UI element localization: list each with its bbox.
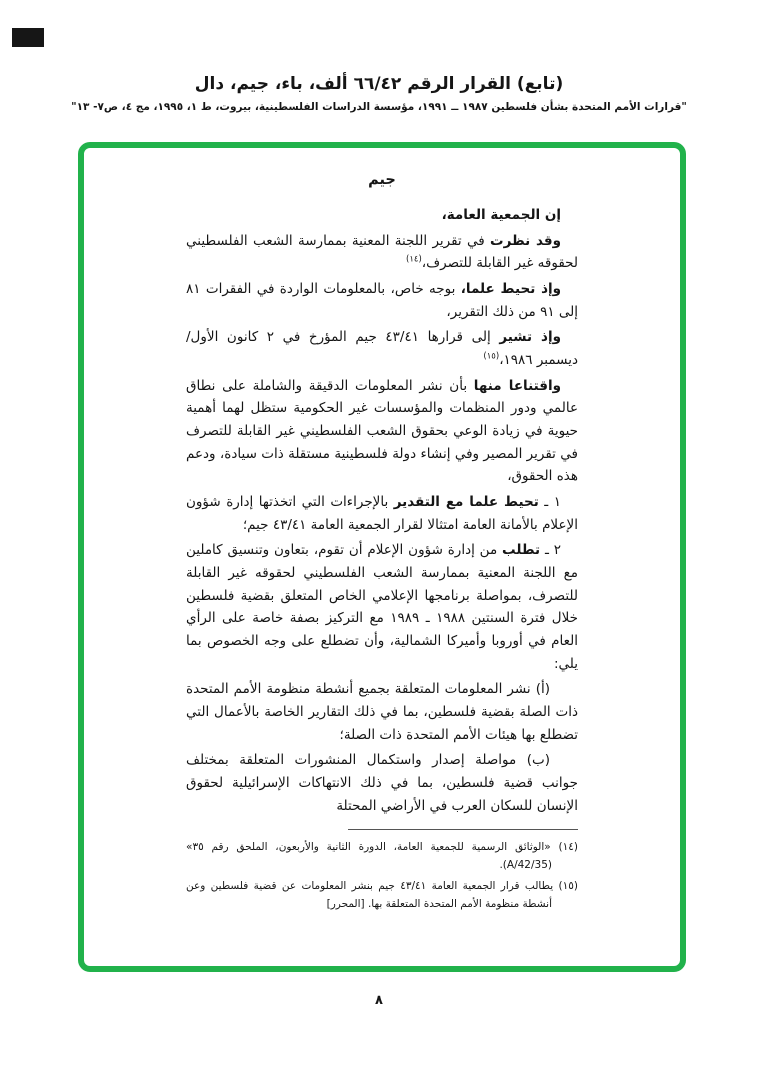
highlighted-document-box	[78, 142, 686, 972]
sub-item	[186, 749, 578, 817]
paragraph-lead: تطلب	[502, 542, 541, 559]
footnote-ref: (١٥)	[483, 351, 500, 362]
paragraph-text: بالإجراءات التي اتخذتها إدارة شؤون الإعلام بالأمانة العامة امتثالا لقرار الجمعية العامة ٤٣/٤١ جيم؛	[186, 494, 578, 533]
operative-paragraph	[186, 491, 578, 536]
paragraph-text: بوجه خاص، بالمعلومات الواردة في الفقرات ٨١ إلى ٩١ من ذلك التقرير،	[186, 281, 578, 320]
paragraph-lead: واقتناعا منها	[473, 377, 561, 394]
sub-item	[186, 678, 578, 746]
footnote	[186, 878, 578, 914]
preamble-paragraph	[186, 204, 578, 227]
paragraph-text: نشر المعلومات المتعلقة بجميع أنشطة منظومة الأمم المتحدة ذات الصلة بقضية فلسطين، بما في ذلك التقارير الخاصة بالأعمال التي تضطلع بها هيئات الأمم المتحدة ذات الصلة؛	[186, 681, 578, 743]
paragraph-text: إلى قرارها ٤٣/٤١ جيم المؤرخ في ٢ كانون الأول/ ديسمبر ١٩٨٦،	[186, 329, 578, 369]
footnote-ref: (١٤)	[405, 254, 422, 265]
paragraph-text: بأن نشر المعلومات الدقيقة والشاملة على نطاق عالمي ودور المنظمات والمؤسسات غير الحكومية ستظل لهما أهمية حيوية في زيادة الوعي بحقوق الشعب الفلسطيني غير القابلة للتصرف في تقرير المصير وفي إنشاء دولة فلسطينية مستقلة ذات سيادة، ودعم هذه الحقوق،	[186, 377, 578, 485]
paragraph-text: من إدارة شؤون الإعلام أن تقوم، بتعاون وتنسيق كاملين مع اللجنة المعنية بممارسة الشعب الفلسطيني لحقوقه غير القابلة للتصرف، بمواصلة برنامجها الإعلامي الخاص المتعلق بقضية فلسطين خلال فترة السنتين ١٩٨٨ ـ ١٩٨٩ مع التركيز بصفة خاصة على الرأي العام في أوروبا وأميركا الشمالية، وأن تضطلع على وجه الخصوص بما يلي:	[186, 542, 578, 672]
paragraph-text: مواصلة إصدار واستكمال المنشورات المتعلقة بمختلف جوانب قضية فلسطين، بما في ذلك الانتهاكات الإسرائيلية لحقوق الإنسان للسكان العرب في الأراضي المحتلة	[186, 752, 578, 814]
page-number: ٨	[375, 993, 383, 1008]
page-header	[0, 74, 758, 113]
section-heading: جيم	[368, 172, 396, 188]
item-letter: (ب)	[526, 752, 550, 769]
paragraph-lead: تحيط علما مع التقدير	[393, 494, 539, 511]
paragraph-lead: إن الجمعية العامة،	[441, 207, 561, 223]
scan-artifact-mark	[12, 28, 44, 47]
footnote-marker: (١٤)	[558, 841, 578, 854]
operative-paragraph	[186, 539, 578, 675]
preamble-paragraph	[186, 326, 578, 371]
resolution-title: (تابع) القرار الرقم ٦٦/٤٢ ألف، باء، جيم، دال	[194, 74, 564, 94]
paragraph-text: في تقرير اللجنة المعنية بممارسة الشعب الفلسطيني لحقوقه غير القابلة للتصرف،	[186, 232, 578, 272]
footnote-text: يطالب قرار الجمعية العامة ٤٣/٤١ جيم بنشر المعلومات عن قضية فلسطين وعن أنشطة منظومة الأمم المتحدة المتعلقة بها. [المحرر]	[186, 880, 554, 910]
item-number: ١ ـ	[544, 494, 561, 511]
paragraph-lead: وإذ تحيط علما،	[460, 281, 562, 298]
preamble-paragraph	[186, 278, 578, 323]
paragraph-lead: وإذ تشير	[499, 329, 561, 346]
footnote-marker: (١٥)	[558, 880, 578, 893]
preamble-paragraph	[186, 230, 578, 275]
footnote	[186, 839, 578, 875]
preamble-paragraph	[186, 375, 578, 488]
footnote-separator	[348, 829, 578, 830]
item-letter: (أ)	[535, 681, 550, 698]
paragraph-lead: وقد نظرت	[490, 232, 561, 249]
item-number: ٢ ـ	[544, 542, 562, 559]
footnote-text: «الوثائق الرسمية للجمعية العامة، الدورة الثانية والأربعون، الملحق رقم ٣٥» (A/42/35).	[186, 841, 552, 872]
source-citation: "قرارات الأمم المتحدة بشأن فلسطين ١٩٨٧ ــ ١٩٩١، مؤسسة الدراسات الفلسطينية، بيروت، ط ١، ١٩٩٥، مج ٤، ص٧- ١٣"	[71, 101, 687, 113]
